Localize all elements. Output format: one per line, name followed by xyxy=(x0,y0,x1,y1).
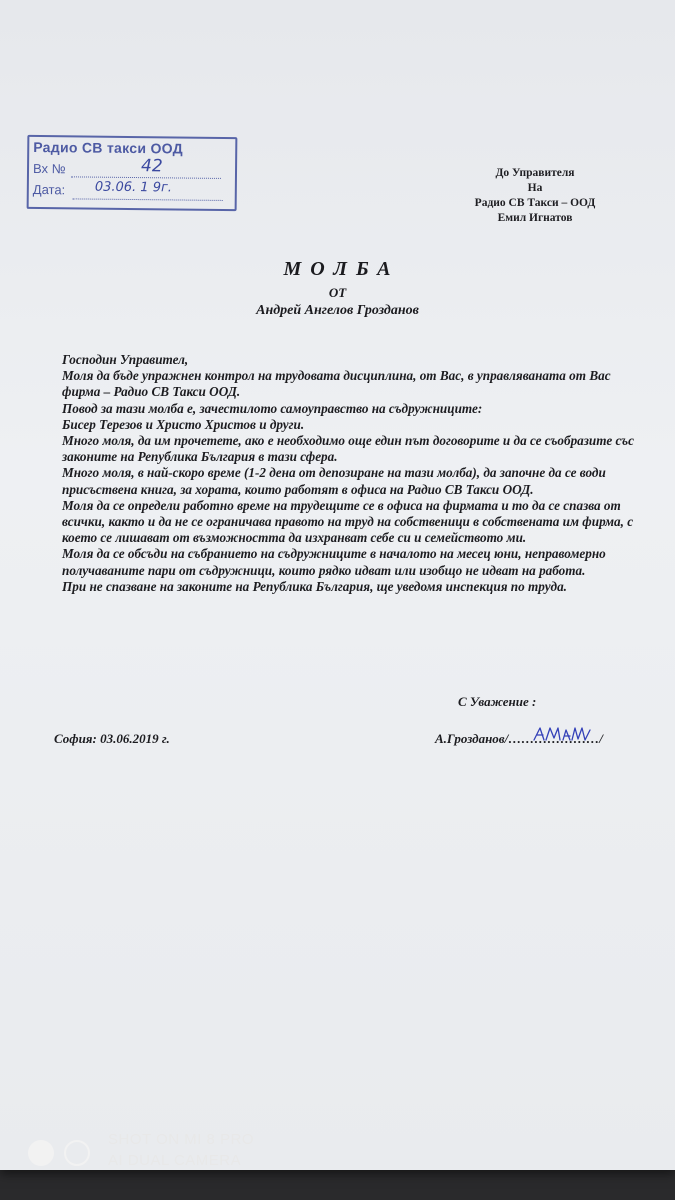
stamp-date-label: Дата: xyxy=(32,181,66,198)
handwritten-signature xyxy=(530,722,600,746)
from-label: ОТ xyxy=(328,285,347,300)
stamp-in-label: Вх № xyxy=(32,160,66,177)
addressee-line: Емил Игнатов xyxy=(497,212,573,224)
watermark-line2: AI DUAL CAMERA xyxy=(108,1152,242,1169)
body-paragraph: Повод за тази молба е, зачестилото самоуправство на съдружниците: xyxy=(62,400,483,416)
stamp-org: Радио СВ такси ООД xyxy=(33,138,184,157)
body-paragraph: Много моля, да им прочетете, ако е необходимо още един път договорите и да се съобразите със законите на Република България в тази сфера. xyxy=(62,433,634,465)
author-name: Андрей Ангелов Грозданов xyxy=(256,303,419,318)
stamp-in-number: 42 xyxy=(140,156,163,177)
stamp-date-value: 03.06. 1 9г. xyxy=(94,179,173,196)
circle-icon xyxy=(28,1140,54,1166)
signature-line: А.Грозданов/…………………/ xyxy=(435,731,603,746)
body-paragraph: При не спазване на законите на Република България, ще уведомя инспекция по труда. xyxy=(62,578,567,594)
addressee-line: Радио СВ Такси – ООД xyxy=(474,197,596,209)
body-paragraph: Бисер Терезов и Христо Христов и други. xyxy=(62,416,305,432)
closing: С Уважение : xyxy=(458,694,537,709)
watermark-line1: SHOT ON MI 8 PRO xyxy=(108,1131,255,1148)
document-title: МОЛБА xyxy=(283,258,400,280)
stamp-date-line xyxy=(73,197,223,201)
body-paragraph: Много моля, в най-скоро време (1-2 дена от депозиране на тази молба), да започне да се води присъствена книга, за хората, които работят в офиса на Радио СВ Такси ООД. xyxy=(62,465,606,497)
body-paragraph: Господин Управител, xyxy=(62,352,189,367)
addressee-block xyxy=(425,166,645,226)
addressee-line: До Управителя xyxy=(495,167,575,179)
place-date: София: 03.06.2019 г. xyxy=(54,731,170,746)
registration-stamp xyxy=(27,135,238,211)
body-paragraph: Моля да бъде упражнен контрол на трудовата дисциплина, от Вас, в управляваната от Вас фирма – Радио СВ Такси ООД. xyxy=(62,368,611,400)
letter-body xyxy=(62,352,647,595)
body-paragraph: Моля да се обсъди на събранието на съдружниците в началото на месец юни, неправомерно получаваните пари от съдружници, които рядко идват или изобщо не идват на работа. xyxy=(62,546,606,578)
addressee-line: На xyxy=(527,182,543,194)
body-paragraph: Моля да се определи работно време на трудещите се в офиса на фирмата и то да се спазва от всички, както и да не се ограничава правото на труд на собственици в собствената им фирма, с което се лишават от възможността да изхранват себе си и семейството ми. xyxy=(62,497,634,546)
circle-outline-icon xyxy=(64,1140,90,1166)
